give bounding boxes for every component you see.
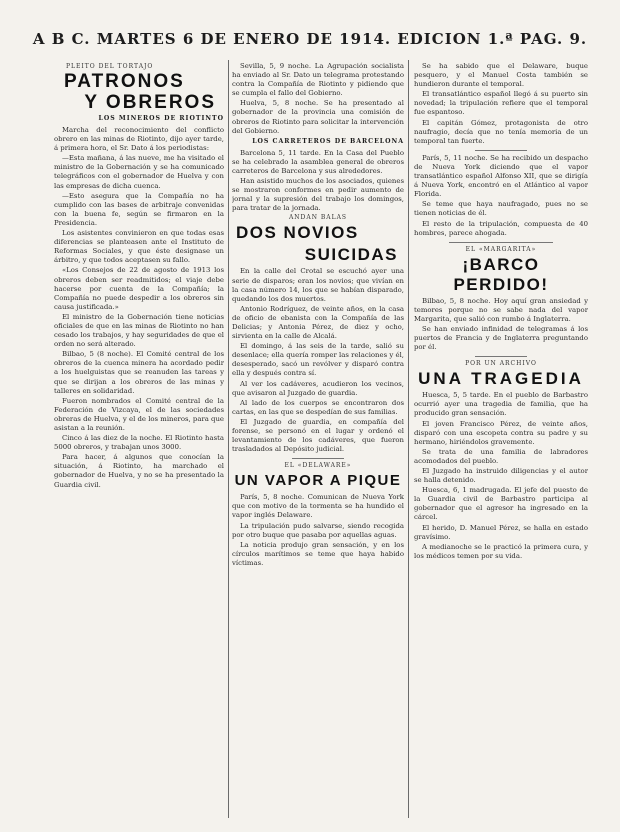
paragraph: En la calle del Crotal se escuchó ayer una serie de disparos; eran los novios; que vivían en la casa número 14, los que se habían disparado, quedando los dos muertos. (232, 267, 404, 303)
col2-kicker-3: EL «DELAWARE» (284, 462, 352, 470)
col3-title-3: UNA TRAGEDIA (418, 369, 584, 389)
paragraph: —Esto asegura que la Compañía no ha cumplido con las bases de arbitraje convenidas con la buena fe, según se firmaron en la Presidencia. (54, 191, 224, 227)
paragraph: Al ver los cadáveres, acudieron los vecinos, que avisaron al Juzgado de guardia. (232, 379, 404, 397)
paragraph: «Los Consejos de 22 de agosto de 1913 los obreros deben ser readmitidos; el viaje debe hacerse por cuenta de la Compañía; la Compañía no puede despedir a los obreros sin causa justificada.» (54, 266, 224, 311)
paragraph: El joven Francisco Pérez, de veinte años, disparó con una escopeta contra su padre y su hermano, hiriéndolos gravemente. (414, 419, 588, 446)
paragraph: La tripulación pudo salvarse, siendo recogida por otro buque que pasaba por aquellas aguas. (232, 521, 404, 539)
paragraph: Bilbao, 5, 8 noche. Hoy aquí gran ansiedad y temores porque no se sabe nada del vapor Margarita, que salió con rumbo á Inglaterra. (414, 296, 588, 323)
paragraph: Marcha del reconocimiento del conflicto obrero en las minas de Riotinto, dijo ayer tarde, á primera hora, el Sr. Dato á los periodistas: (54, 126, 224, 153)
column-rule-1 (228, 60, 229, 818)
column-3 (414, 62, 588, 822)
col1-subtitle: LOS MINEROS DE RIOTINTO (98, 115, 224, 122)
paragraph: Cinco á las diez de la noche. El Riotinto hasta 5000 obreros, y trabajan unos 3000. (54, 434, 224, 452)
paragraph: Para hacer, á algunos que conocían la situación, á Riotinto, ha marchado el gobernador de Huelva, y no se ha presentado la Guardia civil. (54, 453, 224, 489)
paragraph: El Juzgado de guardia, en compañía del forense, se personó en el lugar y ordenó el levantamiento de los cadáveres, que fueron trasladados al Depósito judicial. (232, 417, 404, 454)
paragraph: Se ha sabido que el Delaware, buque pesquero, y el Manuel Costa también se hundieron durante el temporal. (414, 62, 588, 89)
paragraph: París, 5, 11 noche. Se ha recibido un despacho de Nueva York diciendo que el vapor transatlántico español Alfonso XII, que se dirigía á Nueva York, encontró en el Atlántico al vapor Florida. (414, 153, 588, 199)
divider (475, 150, 527, 151)
paragraph: Barcelona 5, 11 tarde. En la Casa del Pueblo se ha celebrado la asamblea general de obreros carreteros de Barcelona y sus alrededores. (232, 148, 404, 175)
paragraph: Han asistido muchos de los asociados, quienes se mostraron conformes en pedir aumento de jornal y la supresión del trabajo los domingos, para tratar de la jornada. (232, 177, 404, 213)
paragraph: El ministro de la Gobernación tiene noticias oficiales de que en las minas de Riotinto no han cesado los trabajos, y hay seguridades de que el orden no será alterado. (54, 312, 224, 349)
divider (475, 356, 527, 357)
col2-section-tag: LOS CARRETEROS DE BARCELONA (252, 137, 404, 145)
divider (449, 242, 553, 243)
paragraph: París, 5, 8 noche. Comunican de Nueva York que con motivo de la tormenta se ha hundido el vapor inglés Delaware. (232, 493, 404, 520)
paragraph: Antonio Rodríguez, de veinte años, en la casa de oficio de ebanista con la Compañía de las Delicias; y Antonia Pérez, de diez y ocho, sirvienta en la calle de Alcalá. (232, 304, 404, 341)
col2-title-2a: DOS NOVIOS (236, 223, 359, 243)
paragraph: Los asistentes convinieron en que todas esas diferencias se planteasen ante el Instituto de Reformas Sociales, y que éste designase un árbitro, y que todos aceptasen su fallo. (54, 229, 224, 265)
col1-kicker: PLEITO DEL TORTAJO (66, 63, 154, 70)
paragraph: Huesca, 6, 1 madrugada. El jefe del puesto de la Guardia civil de Barbastro participa al gobernador que el agresor ha ingresado en la cárcel. (414, 486, 588, 522)
paragraph: El domingo, á las seis de la tarde, salió su desenlace; ella quería romper las relaciones y él, desesperado, sacó un revólver y disparó contra ella y después contra sí. (232, 342, 404, 378)
paragraph: Se teme que haya naufragado, pues no se tienen noticias de él. (414, 200, 588, 218)
col3-kicker-3: POR UN ARCHIVO (465, 360, 537, 368)
paragraph: Huesca, 5, 5 tarde. En el pueblo de Barbastro ocurrió ayer una tragedia de familia, que ha producido gran sensación. (414, 391, 588, 418)
col3-kicker-2: EL «MARGARITA» (465, 245, 537, 253)
paragraph: El transatlántico español llegó á su puerto sin novedad; la tripulación refiere que el temporal fue espantoso. (414, 90, 588, 117)
paragraph: El Juzgado ha instruido diligencias y el autor se halla detenido. (414, 467, 588, 485)
paragraph: El herido, D. Manuel Pérez, se halla en estado gravísimo. (414, 523, 588, 541)
col2-kicker-2: ANDAN BALAS (288, 214, 348, 222)
paragraph: Sevilla, 5, 9 noche. La Agrupación socialista ha enviado al Sr. Dato un telegrama protestando contra la Compañía de Riotinto y pidiendo que se cumpla el fallo del Gobierno. (232, 62, 404, 98)
page-masthead: A B C. MARTES 6 DE ENERO DE 1914. EDICION 1.ª PAG. 9. (32, 30, 588, 48)
column-2 (232, 62, 404, 822)
paragraph: Se han enviado infinidad de telegramas á los puertos de Francia y de Inglaterra preguntando por él. (414, 324, 588, 352)
col1-title-line1: PATRONOS (64, 71, 185, 92)
paragraph: La noticia produjo gran sensación, y en los círculos marítimos se teme que haya habido víctimas. (232, 540, 404, 567)
col1-body (54, 126, 224, 490)
paragraph: El resto de la tripulación, compuesta de 40 hombres, parece ahogada. (414, 219, 588, 237)
col2-title-3: UN VAPOR A PIQUE (234, 472, 402, 490)
col1-title-line2: Y OBREROS (84, 92, 216, 113)
paragraph: —Esta mañana, á las nueve, me ha visitado el ministro de la Gobernación y se ha comunicado telegráficos con el gobernador de Huelva y con las empresas de dicha cuenca. (54, 154, 224, 190)
divider (292, 458, 344, 459)
paragraph: A medianoche se le practicó la primera cura, y los médicos temen por su vida. (414, 542, 588, 560)
col2-title-2b: SUICIDAS (304, 245, 398, 265)
paragraph: El capitán Gómez, protagonista de otro naufragio, decía que no tenía memoria de un temporal tan fuerte. (414, 118, 588, 145)
column-rule-2 (408, 60, 409, 818)
paragraph: Se trata de una familia de labradores acomodados del pueblo. (414, 447, 588, 465)
paragraph: Fueron nombrados el Comité central de la Federación de Vizcaya, el de las sociedades obreras de Huelva, y el de los mineros, para que asistan a la reunión. (54, 396, 224, 432)
paragraph: Bilbao, 5 (8 noche). El Comité central de los obreros de la cuenca minera ha acordado pedir a los huelguistas que se reanuden las tareas y que se dirijan a los obreros de las minas y talleres en solidaridad. (54, 350, 224, 395)
paragraph: Huelva, 5, 8 noche. Se ha presentado al gobernador de la provincia una comisión de obreros de Riotinto para solicitar la intervención del Gobierno. (232, 99, 404, 135)
paragraph: Al lado de los cuerpos se encontraron dos cartas, en las que se despedían de sus familias. (232, 398, 404, 416)
column-1 (54, 62, 224, 822)
col3-title-2: ¡BARCO PERDIDO! (453, 254, 549, 294)
